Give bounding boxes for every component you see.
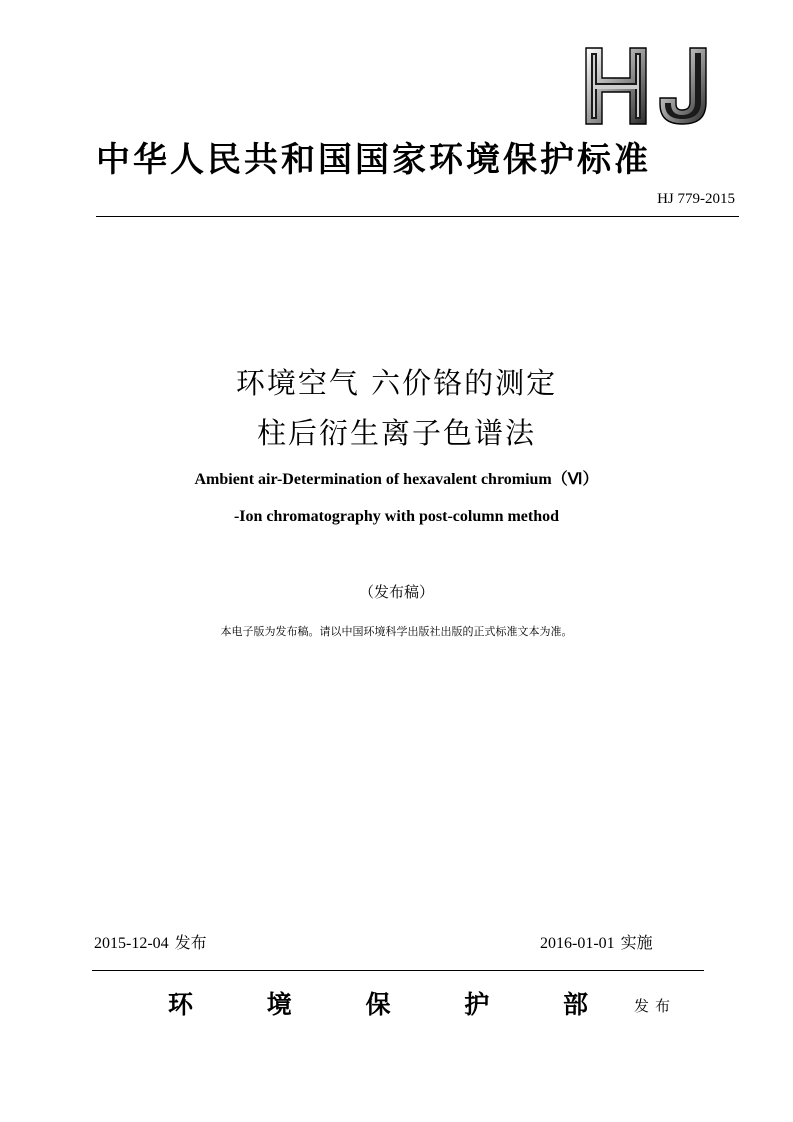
title-cn-line2: 柱后衍生离子色谱法 (256, 416, 536, 450)
issuer-char: 护 (464, 990, 490, 1019)
logo-letter-h (586, 48, 646, 124)
footer-divider (92, 970, 704, 971)
issuer-issue-label: 发布 (634, 997, 677, 1015)
issue-date (94, 933, 207, 954)
issue-date-value: 2015-12-04 (94, 935, 169, 952)
issuer-char: 境 (266, 990, 292, 1019)
standard-number: HJ 779-2015 (657, 191, 735, 207)
issuer-name (168, 990, 588, 1020)
issuer-char: 部 (562, 990, 588, 1019)
header-divider (96, 216, 739, 217)
title-en-line2: -Ion chromatography with post-column method (233, 508, 560, 525)
logo-letter-j (660, 48, 706, 124)
effective-date-value: 2016-01-01 (540, 935, 615, 952)
edition-notice: 本电子版为发布稿。请以中国环境科学出版社出版的正式标准文本为准。 (220, 625, 573, 638)
issuer-char: 环 (168, 990, 194, 1019)
issue-date-label: 发布 (174, 933, 207, 952)
hj-logo (582, 44, 722, 128)
title-cn-line1: 环境空气 六价铬的测定 (235, 366, 558, 400)
title-en-line1: Ambient air-Determination of hexavalent chromium（Ⅵ） (194, 471, 599, 488)
effective-date-label: 实施 (620, 933, 653, 952)
organization-title: 中华人民共和国国家环境保护标准 (96, 140, 651, 180)
effective-date (540, 933, 653, 954)
draft-label: （发布稿） (358, 583, 434, 601)
issuer-char: 保 (365, 990, 391, 1019)
